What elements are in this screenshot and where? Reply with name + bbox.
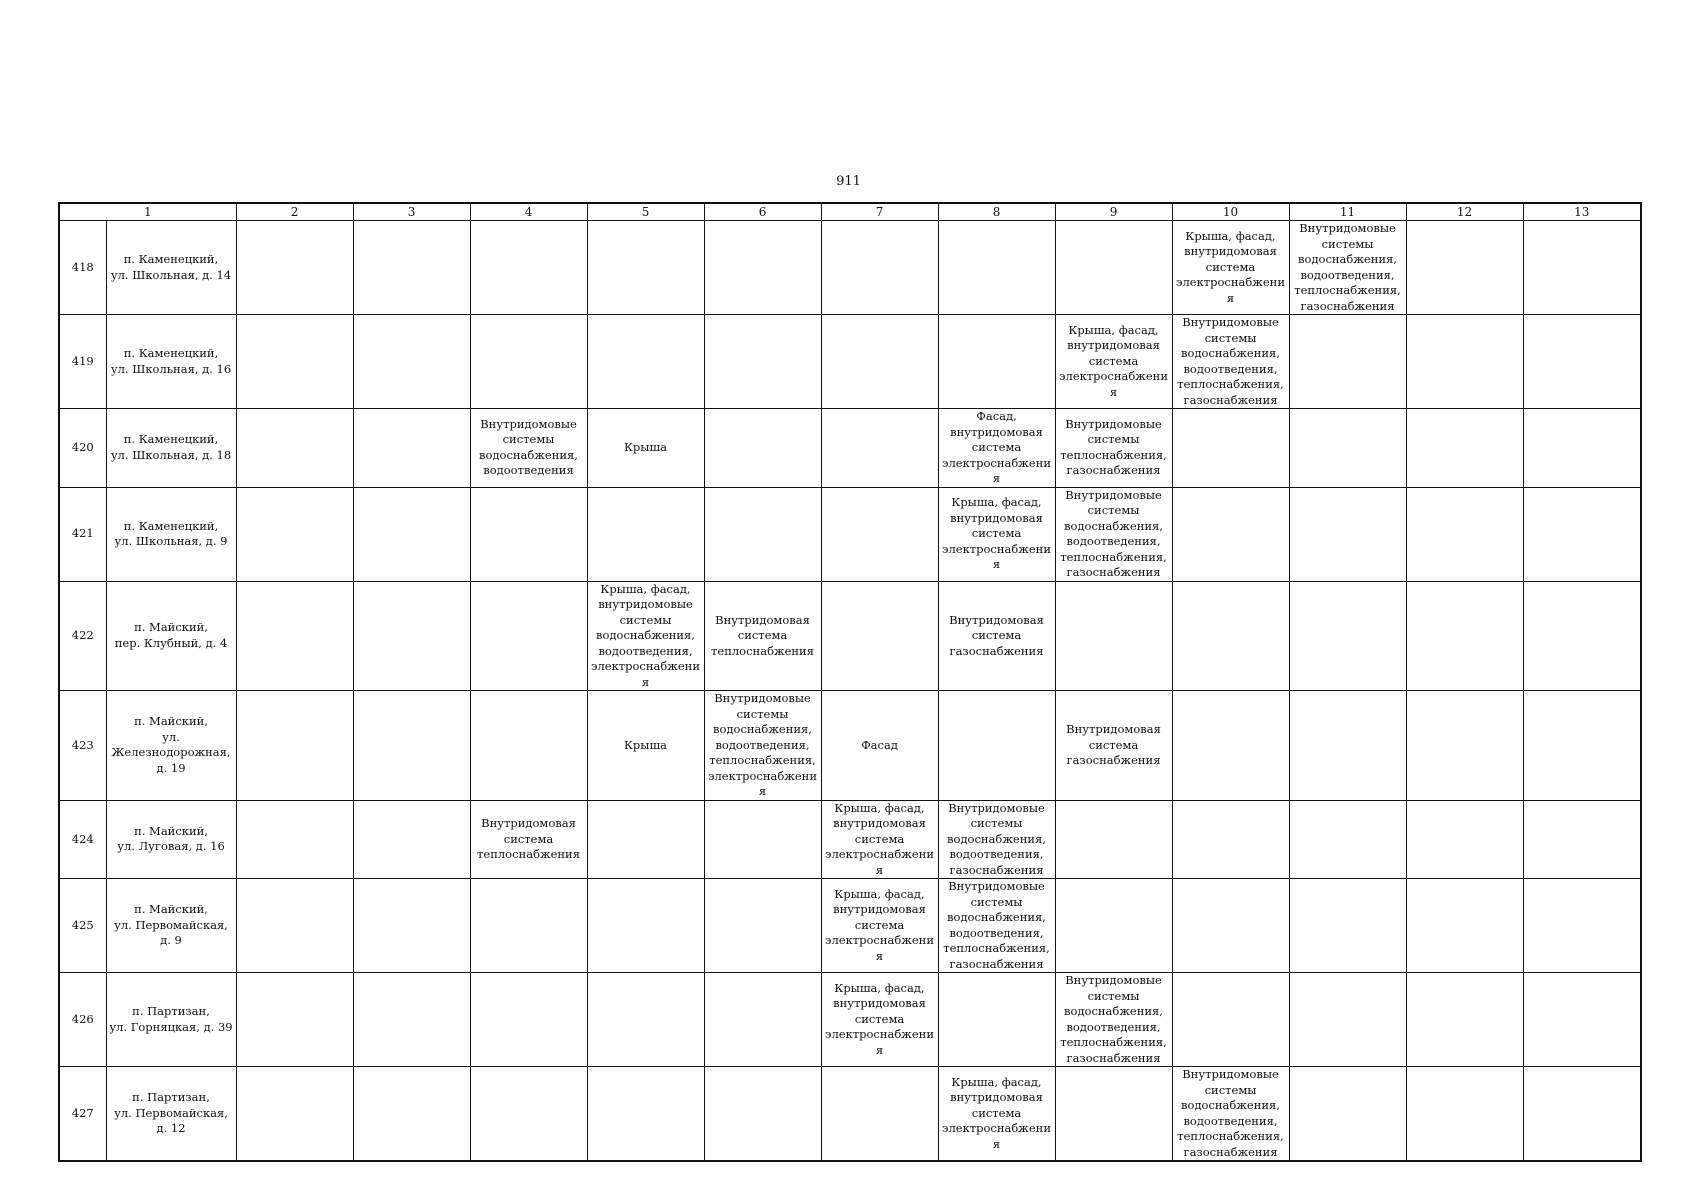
table-row: [59, 487, 1641, 581]
table-cell: [236, 800, 353, 879]
table-cell: [1289, 315, 1406, 409]
table-cell: [236, 691, 353, 801]
table-cell: [1289, 409, 1406, 488]
table-cell: [1289, 487, 1406, 581]
table-body: [59, 221, 1641, 1162]
column-header: 11: [1289, 203, 1406, 221]
table-cell: [1172, 879, 1289, 973]
table-cell: [1172, 487, 1289, 581]
row-address: п. Майский, пер. Клубный, д. 4: [106, 581, 236, 691]
table-cell: [1406, 221, 1523, 315]
row-number: 419: [59, 315, 106, 409]
table-cell: [1172, 691, 1289, 801]
table-cell: [1172, 800, 1289, 879]
table-cell: [821, 221, 938, 315]
column-header: 13: [1523, 203, 1641, 221]
table-cell: [236, 487, 353, 581]
table-cell: [353, 221, 470, 315]
table-cell: [353, 691, 470, 801]
table-cell: Крыша: [587, 691, 704, 801]
row-number: 425: [59, 879, 106, 973]
page-number: 911: [836, 174, 861, 189]
table-row: [59, 1067, 1641, 1162]
row-number: 423: [59, 691, 106, 801]
table-cell: Крыша, фасад, внутридомовая система электроснабжения: [821, 800, 938, 879]
table-cell: [353, 487, 470, 581]
row-address: п. Майский, ул. Луговая, д. 16: [106, 800, 236, 879]
table-cell: Внутридомовые системы водоснабжения, водоотведения, теплоснабжения, газоснабжения: [1055, 973, 1172, 1067]
table-cell: [1055, 879, 1172, 973]
table-cell: [1406, 315, 1523, 409]
table-cell: Крыша, фасад, внутридомовая система электроснабжения: [1172, 221, 1289, 315]
table-row: [59, 221, 1641, 315]
column-header: 1: [59, 203, 236, 221]
table-cell: [1523, 409, 1641, 488]
table-cell: [1406, 581, 1523, 691]
row-number: 426: [59, 973, 106, 1067]
table-cell: Крыша, фасад, внутридомовая система электроснабжения: [938, 487, 1055, 581]
row-number: 422: [59, 581, 106, 691]
row-address: п. Партизан, ул. Горняцкая, д. 39: [106, 973, 236, 1067]
table-cell: [1172, 973, 1289, 1067]
table-cell: Крыша, фасад, внутридомовая система электроснабжения: [821, 879, 938, 973]
table-cell: Внутридомовые системы водоснабжения, водоотведения, теплоснабжения, газоснабжения: [1172, 315, 1289, 409]
table-cell: [704, 800, 821, 879]
table-cell: [1523, 315, 1641, 409]
table-cell: [938, 973, 1055, 1067]
table-cell: Крыша, фасад, внутридомовая система электроснабжения: [1055, 315, 1172, 409]
table-cell: [1406, 800, 1523, 879]
table-cell: Внутридомовые системы теплоснабжения, газоснабжения: [1055, 409, 1172, 488]
table-cell: [587, 879, 704, 973]
table-cell: [1406, 691, 1523, 801]
table-cell: [470, 581, 587, 691]
column-header: 2: [236, 203, 353, 221]
table-cell: [353, 581, 470, 691]
table-cell: [704, 221, 821, 315]
table-cell: [1055, 221, 1172, 315]
table-cell: [470, 879, 587, 973]
row-address: п. Майский, ул. Железнодорожная, д. 19: [106, 691, 236, 801]
table-cell: [821, 581, 938, 691]
table-cell: [1523, 221, 1641, 315]
table-row: [59, 973, 1641, 1067]
column-header: 3: [353, 203, 470, 221]
table-cell: [236, 409, 353, 488]
table-cell: Крыша, фасад, внутридомовая система электроснабжения: [938, 1067, 1055, 1162]
row-address: п. Каменецкий, ул. Школьная, д. 18: [106, 409, 236, 488]
table-cell: [470, 221, 587, 315]
table-cell: [353, 973, 470, 1067]
table-cell: [1406, 973, 1523, 1067]
column-header: 5: [587, 203, 704, 221]
table-cell: [353, 800, 470, 879]
table-cell: [1406, 1067, 1523, 1162]
table-cell: [1523, 800, 1641, 879]
table-cell: [1289, 973, 1406, 1067]
table-cell: Внутридомовая система теплоснабжения: [704, 581, 821, 691]
row-address: п. Партизан, ул. Первомайская, д. 12: [106, 1067, 236, 1162]
table-cell: Внутридомовые системы водоснабжения, водоотведения, теплоснабжения, электроснабжения: [704, 691, 821, 801]
table-cell: Внутридомовая система газоснабжения: [1055, 691, 1172, 801]
row-number: 427: [59, 1067, 106, 1162]
table-cell: [236, 221, 353, 315]
column-header: 7: [821, 203, 938, 221]
table-cell: [1523, 691, 1641, 801]
table-cell: [1055, 800, 1172, 879]
table-cell: [704, 973, 821, 1067]
table-cell: [704, 879, 821, 973]
table-cell: [587, 315, 704, 409]
table-cell: [1172, 409, 1289, 488]
table-cell: [1406, 487, 1523, 581]
column-header: 6: [704, 203, 821, 221]
column-header: 8: [938, 203, 1055, 221]
table-cell: [1406, 409, 1523, 488]
table-cell: [236, 581, 353, 691]
table-cell: Внутридомовые системы водоснабжения, водоотведения: [470, 409, 587, 488]
table-cell: Крыша, фасад, внутридомовая система электроснабжения: [821, 973, 938, 1067]
row-number: 420: [59, 409, 106, 488]
table-cell: [1523, 879, 1641, 973]
table-cell: Крыша: [587, 409, 704, 488]
table-cell: Внутридомовые системы водоснабжения, водоотведения, теплоснабжения, газоснабжения: [1172, 1067, 1289, 1162]
column-header: 4: [470, 203, 587, 221]
table-cell: [236, 315, 353, 409]
table-cell: [1289, 1067, 1406, 1162]
table-cell: [821, 315, 938, 409]
row-number: 424: [59, 800, 106, 879]
table-cell: Внутридомовые системы водоснабжения, водоотведения, газоснабжения: [938, 800, 1055, 879]
table-cell: [236, 973, 353, 1067]
table-cell: Фасад: [821, 691, 938, 801]
repair-schedule-table: [58, 202, 1642, 1162]
column-header: 9: [1055, 203, 1172, 221]
table-cell: [470, 973, 587, 1067]
table-cell: [470, 1067, 587, 1162]
row-address: п. Майский, ул. Первомайская, д. 9: [106, 879, 236, 973]
table-cell: [938, 691, 1055, 801]
table-cell: [1523, 487, 1641, 581]
table-cell: [704, 315, 821, 409]
table-row: [59, 409, 1641, 488]
table-cell: Крыша, фасад, внутридомовые системы водоснабжения, водоотведения, электроснабжения: [587, 581, 704, 691]
table-cell: Фасад, внутридомовая система электроснабжения: [938, 409, 1055, 488]
column-header: 12: [1406, 203, 1523, 221]
table-row: [59, 800, 1641, 879]
table-cell: [1289, 879, 1406, 973]
row-number: 418: [59, 221, 106, 315]
table-cell: [236, 879, 353, 973]
table-cell: [1055, 1067, 1172, 1162]
table-cell: [704, 1067, 821, 1162]
table-cell: Внутридомовые системы водоснабжения, водоотведения, теплоснабжения, газоснабжения: [938, 879, 1055, 973]
table-cell: [821, 487, 938, 581]
row-address: п. Каменецкий, ул. Школьная, д. 16: [106, 315, 236, 409]
table-cell: [353, 1067, 470, 1162]
table-cell: [587, 487, 704, 581]
table-cell: [938, 221, 1055, 315]
table-cell: [470, 691, 587, 801]
table-cell: [353, 879, 470, 973]
table-cell: Внутридомовая система теплоснабжения: [470, 800, 587, 879]
row-address: п. Каменецкий, ул. Школьная, д. 14: [106, 221, 236, 315]
table-cell: [1523, 581, 1641, 691]
table-cell: [587, 221, 704, 315]
table-row: [59, 879, 1641, 973]
column-number-row: [59, 203, 1641, 221]
table-cell: [704, 487, 821, 581]
table-row: [59, 581, 1641, 691]
table-cell: [821, 1067, 938, 1162]
table-cell: [587, 800, 704, 879]
table-cell: [821, 409, 938, 488]
table-cell: [587, 1067, 704, 1162]
table-cell: [1523, 973, 1641, 1067]
table-cell: [1523, 1067, 1641, 1162]
column-header: 10: [1172, 203, 1289, 221]
table-cell: [1289, 691, 1406, 801]
table-cell: [1172, 581, 1289, 691]
table-cell: [1289, 800, 1406, 879]
table-cell: Внутридомовые системы водоснабжения, водоотведения, теплоснабжения, газоснабжения: [1055, 487, 1172, 581]
table-cell: [1406, 879, 1523, 973]
row-address: п. Каменецкий, ул. Школьная, д. 9: [106, 487, 236, 581]
table-row: [59, 315, 1641, 409]
table-cell: [353, 409, 470, 488]
table-cell: [704, 409, 821, 488]
table-cell: Внутридомовая система газоснабжения: [938, 581, 1055, 691]
table-cell: [353, 315, 470, 409]
table-cell: [1289, 581, 1406, 691]
table-cell: [587, 973, 704, 1067]
table-cell: [470, 487, 587, 581]
table-cell: [938, 315, 1055, 409]
row-number: 421: [59, 487, 106, 581]
table-cell: Внутридомовые системы водоснабжения, водоотведения, теплоснабжения, газоснабжения: [1289, 221, 1406, 315]
table-cell: [470, 315, 587, 409]
table-cell: [1055, 581, 1172, 691]
table-row: [59, 691, 1641, 801]
table-cell: [236, 1067, 353, 1162]
